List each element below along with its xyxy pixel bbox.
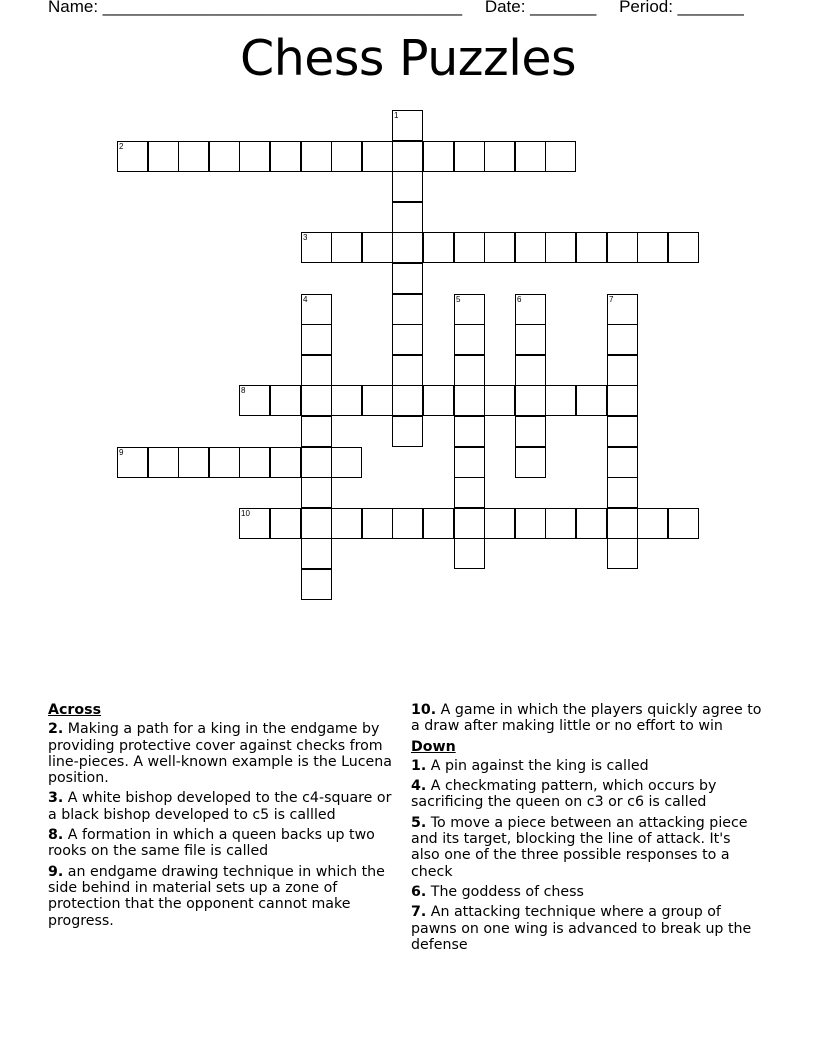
clue-text: Making a path for a king in the endgame by providing protective cover against checks from line-pieces. A well-known example is the Lucena position. [48, 721, 392, 787]
crossword-cell[interactable] [301, 385, 332, 416]
clues-column-right [411, 702, 763, 957]
crossword-cell[interactable] [239, 141, 270, 172]
clue-number-label: 1 [394, 111, 399, 120]
crossword-cell[interactable] [148, 447, 179, 478]
clue-text: An attacking technique where a group of pawns on one wing is advanced to break up the defense [411, 904, 752, 953]
crossword-cell[interactable] [607, 447, 638, 478]
crossword-cell[interactable] [454, 294, 485, 325]
crossword-cell[interactable] [270, 141, 301, 172]
clue-number-label: 4 [303, 295, 308, 304]
clue-text: The goddess of chess [426, 883, 584, 900]
crossword-cell[interactable] [515, 294, 546, 325]
crossword-cell[interactable] [668, 232, 699, 263]
clue-number-label: 2 [119, 142, 124, 151]
crossword-cell[interactable] [301, 294, 332, 325]
crossword-cell[interactable] [454, 141, 485, 172]
crossword-cell[interactable] [515, 416, 546, 447]
crossword-cell[interactable] [607, 508, 638, 539]
crossword-cell[interactable] [209, 447, 240, 478]
down-clue [411, 884, 763, 900]
clue-number-label: 8 [241, 386, 246, 395]
crossword-cell[interactable] [331, 385, 362, 416]
crossword-cell[interactable] [362, 508, 393, 539]
crossword-cell[interactable] [515, 232, 546, 263]
crossword-cell[interactable] [576, 508, 607, 539]
clue-text: A pin against the king is called [426, 757, 649, 774]
clue-number: 8. [48, 827, 64, 844]
clue-number: 6. [411, 883, 427, 900]
crossword-cell[interactable] [392, 324, 423, 355]
crossword-cell[interactable] [392, 294, 423, 325]
crossword-cell[interactable] [392, 232, 423, 263]
crossword-cell[interactable] [270, 447, 301, 478]
crossword-cell[interactable] [423, 141, 454, 172]
period-field[interactable]: Period: _______ [619, 0, 744, 16]
crossword-cell[interactable] [484, 385, 515, 416]
crossword-cell[interactable] [392, 385, 423, 416]
crossword-cell[interactable] [545, 508, 576, 539]
crossword-cell[interactable] [423, 385, 454, 416]
crossword-cell[interactable] [637, 232, 668, 263]
crossword-cell[interactable] [484, 141, 515, 172]
across-clue [48, 827, 400, 860]
clue-number-label: 10 [241, 509, 250, 518]
crossword-cell[interactable] [301, 569, 332, 600]
crossword-cell[interactable] [362, 141, 393, 172]
crossword-cell[interactable] [392, 355, 423, 386]
crossword-cell[interactable] [607, 232, 638, 263]
across-clue [411, 702, 763, 735]
clue-number: 4. [411, 778, 427, 795]
crossword-cell[interactable] [454, 324, 485, 355]
crossword-cell[interactable] [607, 324, 638, 355]
crossword-cell[interactable] [423, 508, 454, 539]
crossword-cell[interactable] [454, 416, 485, 447]
crossword-cell[interactable] [392, 508, 423, 539]
clue-text: To move a piece between an attacking piece and its target, blocking the line of attack. It's also one of the three possible responses to a check [411, 814, 748, 880]
crossword-cell[interactable] [545, 385, 576, 416]
crossword-cell[interactable] [515, 324, 546, 355]
crossword-cell[interactable] [239, 508, 270, 539]
crossword-cell[interactable] [515, 355, 546, 386]
clue-number: 1. [411, 757, 427, 774]
across-clue-list-continued [411, 702, 763, 735]
crossword-cell[interactable] [239, 447, 270, 478]
clue-number: 2. [48, 721, 64, 738]
crossword-cell[interactable] [117, 447, 148, 478]
name-field[interactable]: Name: ______________________________________ [48, 0, 463, 16]
crossword-cell[interactable] [209, 141, 240, 172]
crossword-cell[interactable] [392, 202, 423, 233]
crossword-cell[interactable] [392, 110, 423, 141]
clues-column-left [48, 702, 400, 933]
crossword-cell[interactable] [454, 385, 485, 416]
clue-number: 10. [411, 702, 437, 718]
crossword-cell[interactable] [454, 355, 485, 386]
crossword-cell[interactable] [545, 232, 576, 263]
crossword-cell[interactable] [331, 232, 362, 263]
crossword-cell[interactable] [607, 385, 638, 416]
crossword-cell[interactable] [545, 141, 576, 172]
crossword-cell[interactable] [515, 385, 546, 416]
crossword-cell[interactable] [148, 141, 179, 172]
crossword-cell[interactable] [331, 141, 362, 172]
crossword-cell[interactable] [607, 538, 638, 569]
crossword-cell[interactable] [515, 508, 546, 539]
clue-text: A white bishop developed to the c4-square or a black bishop developed to c5 is callled [48, 790, 392, 823]
clue-text: A game in which the players quickly agree to a draw after making little or no effort to win [411, 702, 762, 735]
down-clue-list [411, 758, 763, 953]
crossword-cell[interactable] [117, 141, 148, 172]
crossword-cell[interactable] [362, 385, 393, 416]
crossword-cell[interactable] [301, 141, 332, 172]
crossword-cell[interactable] [178, 141, 209, 172]
clue-number-label: 7 [609, 295, 614, 304]
crossword-cell[interactable] [576, 385, 607, 416]
across-clue [48, 790, 400, 823]
down-heading: Down [411, 738, 456, 755]
down-clue [411, 904, 763, 953]
crossword-cell[interactable] [637, 508, 668, 539]
across-clue [48, 864, 400, 929]
clue-number: 9. [48, 863, 64, 880]
date-field[interactable]: Date: _______ [484, 0, 597, 16]
crossword-cell[interactable] [301, 538, 332, 569]
clue-number-label: 5 [456, 295, 461, 304]
down-clue [411, 758, 763, 774]
crossword-cell[interactable] [515, 447, 546, 478]
crossword-cell[interactable] [270, 508, 301, 539]
across-clue [48, 721, 400, 786]
crossword-cell[interactable] [301, 508, 332, 539]
crossword-cell[interactable] [178, 447, 209, 478]
crossword-cell[interactable] [331, 447, 362, 478]
clue-number: 5. [411, 814, 427, 831]
crossword-cell[interactable] [607, 294, 638, 325]
down-clue [411, 815, 763, 880]
crossword-cell[interactable] [484, 232, 515, 263]
down-clue [411, 778, 763, 811]
crossword-cell[interactable] [454, 232, 485, 263]
crossword-cell[interactable] [301, 232, 332, 263]
clue-text: A checkmating pattern, which occurs by sacrificing the queen on c3 or c6 is called [411, 778, 717, 811]
crossword-cell[interactable] [301, 355, 332, 386]
across-heading: Across [48, 702, 102, 718]
clue-number-label: 3 [303, 233, 308, 242]
crossword-cell[interactable] [454, 447, 485, 478]
crossword-cell[interactable] [454, 538, 485, 569]
clue-number: 3. [48, 790, 64, 807]
crossword-cell[interactable] [392, 171, 423, 202]
crossword-cell[interactable] [607, 416, 638, 447]
page-title: Chess Puzzles [239, 30, 577, 87]
crossword-cell[interactable] [668, 508, 699, 539]
crossword-cell[interactable] [331, 508, 362, 539]
crossword-cell[interactable] [392, 416, 423, 447]
clue-text: A formation in which a queen backs up two rooks on the same file is called [48, 827, 375, 860]
crossword-cell[interactable] [239, 385, 270, 416]
crossword-cell[interactable] [301, 324, 332, 355]
crossword-cell[interactable] [392, 141, 423, 172]
crossword-cell[interactable] [515, 141, 546, 172]
clue-number: 7. [411, 904, 427, 921]
crossword-cell[interactable] [607, 355, 638, 386]
clue-number-label: 6 [517, 295, 522, 304]
crossword-cell[interactable] [454, 508, 485, 539]
crossword-cell[interactable] [301, 477, 332, 508]
crossword-cell[interactable] [576, 232, 607, 263]
clue-number-label: 9 [119, 448, 124, 457]
crossword-cell[interactable] [607, 477, 638, 508]
across-clue-list [48, 721, 400, 929]
crossword-cell[interactable] [362, 232, 393, 263]
crossword-cell[interactable] [423, 232, 454, 263]
clue-text: an endgame drawing technique in which the side behind in material sets up a zone of protection that the opponent cannot make progress. [48, 863, 385, 929]
crossword-cell[interactable] [454, 477, 485, 508]
crossword-cell[interactable] [484, 508, 515, 539]
crossword-cell[interactable] [301, 447, 332, 478]
crossword-cell[interactable] [392, 263, 423, 294]
crossword-cell[interactable] [301, 416, 332, 447]
crossword-cell[interactable] [270, 385, 301, 416]
